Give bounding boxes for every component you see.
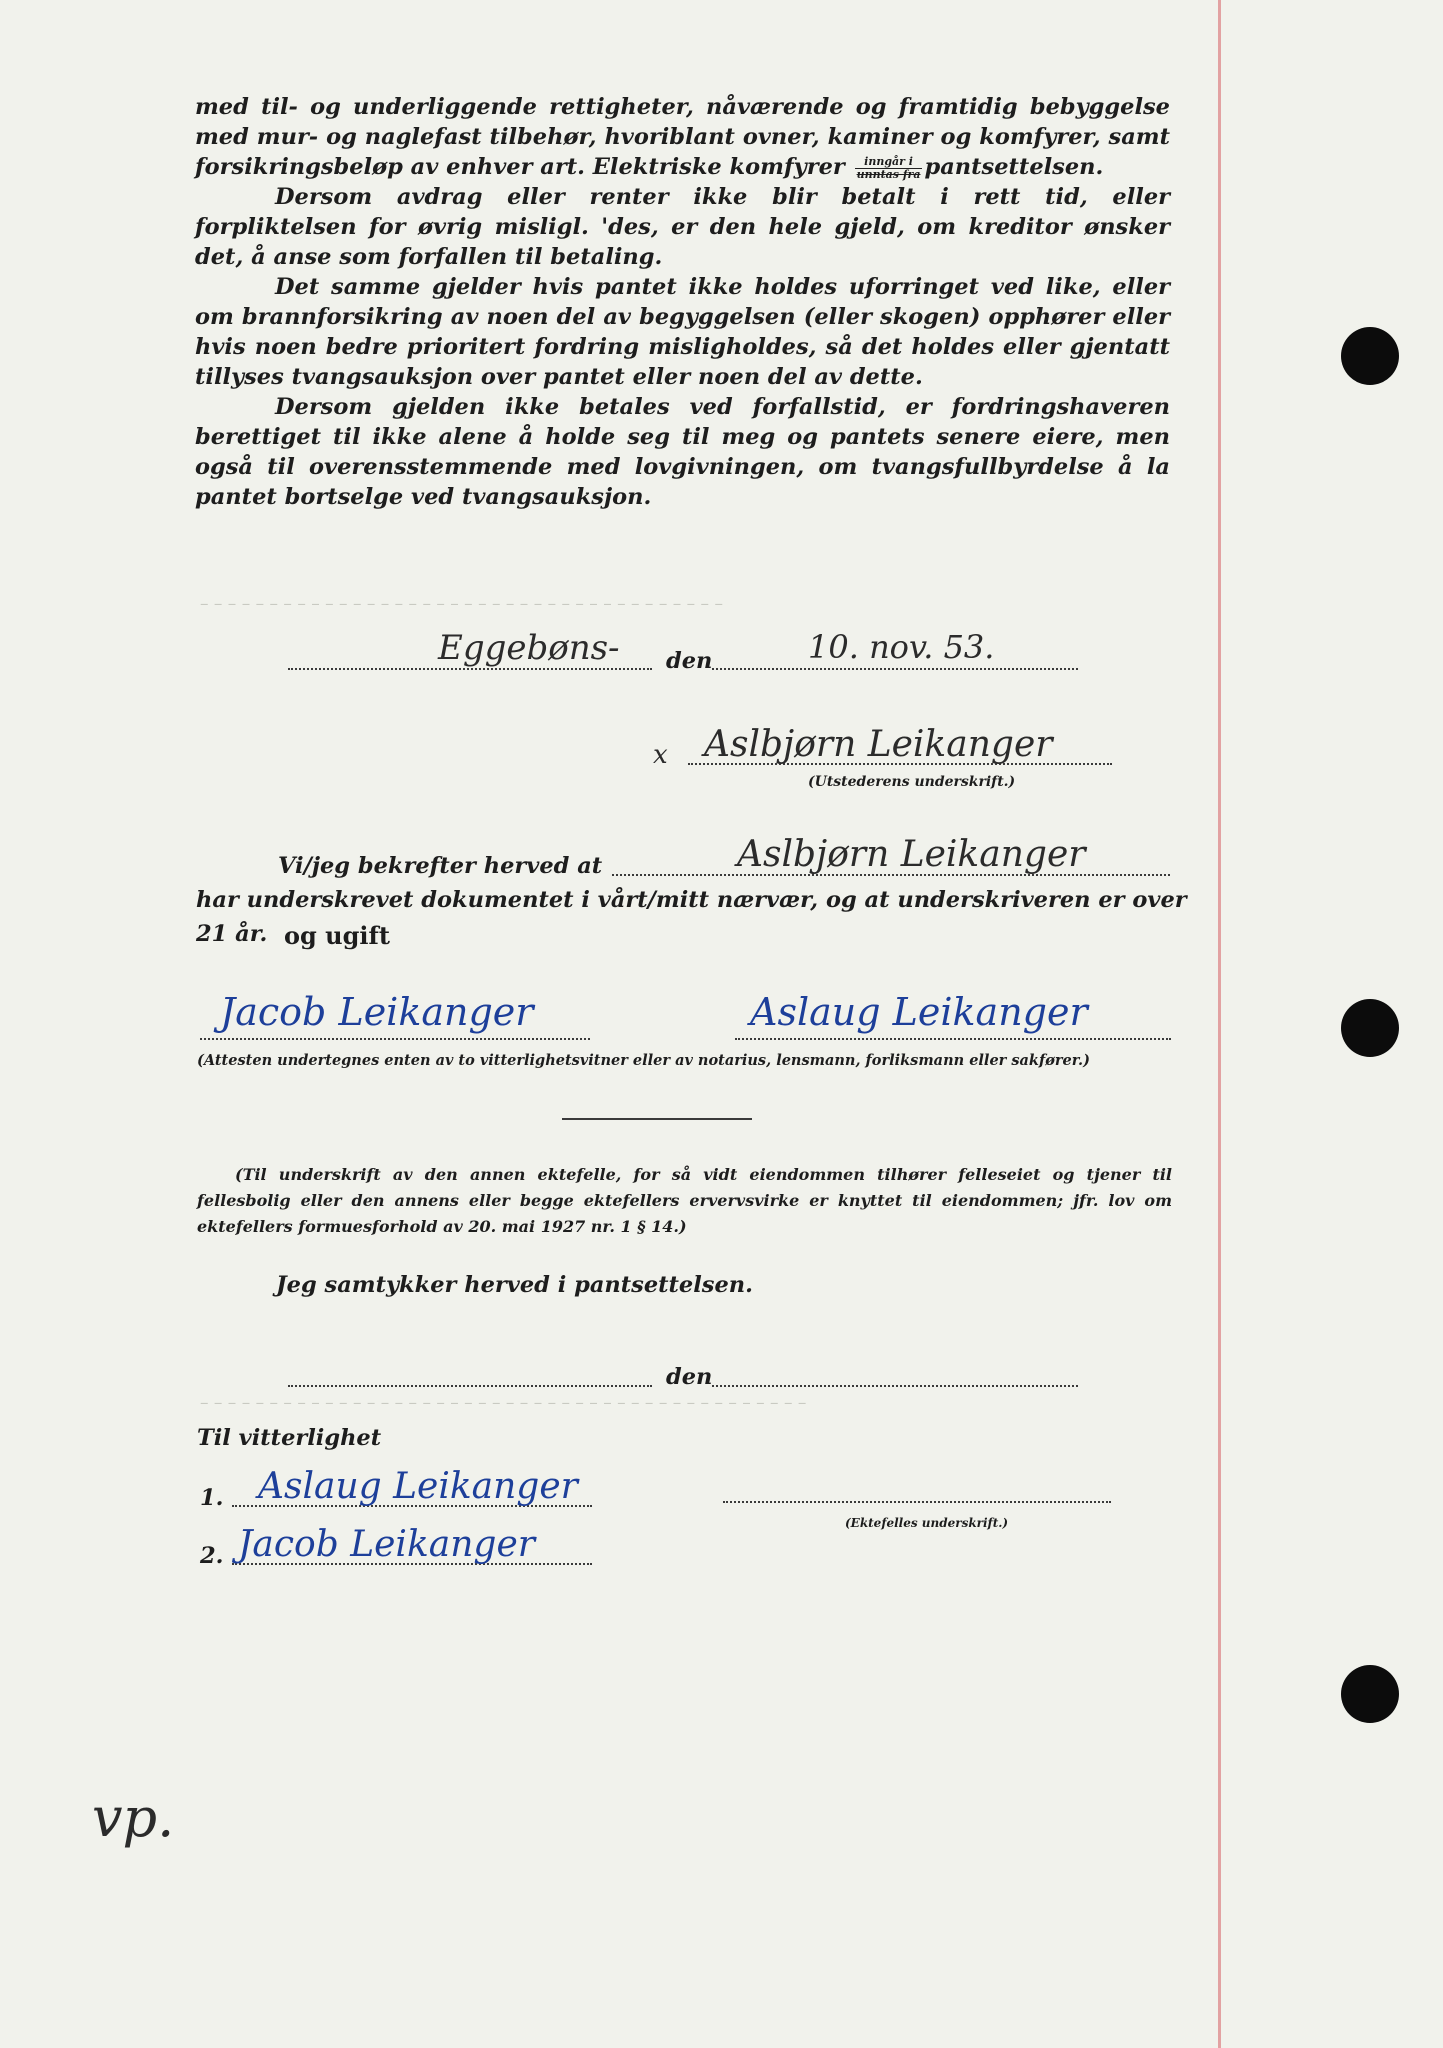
witness-line-2 — [735, 1038, 1171, 1040]
underline-rule — [562, 1118, 752, 1120]
witness-note: (Attesten undertegnes enten av to vitterlighetsvitner eller av notarius, lensmann, forliksmann eller sakfører.) — [197, 1052, 1090, 1069]
issuer-caption: (Utstederens underskrift.) — [808, 774, 1016, 790]
confirmation-signature: Aslbjørn Leikanger — [737, 834, 1086, 875]
binder-hole-top — [1341, 327, 1399, 385]
bleed-through-text: – – – – – – – – – – – – – – – – – – – – – – – – – – – – – – – – – – – – – – — [200, 594, 723, 614]
spouse-witness-signature-1: Aslaug Leikanger — [258, 1466, 578, 1507]
witness-number-1: 1. — [200, 1485, 224, 1511]
margin-handwritten-mark: vp. — [92, 1786, 175, 1849]
date-handwritten: 10. nov. 53. — [808, 628, 995, 666]
binder-hole-bottom — [1341, 1665, 1399, 1723]
bleed-through-text: – – – – – – – – – – – – – – – – – – – – – – – – – – – – – – – – – – – – – – – – – – – – — [200, 1393, 807, 1413]
spouse-den-label: den — [666, 1364, 713, 1390]
binder-hole-middle — [1341, 999, 1399, 1057]
witness-signature-1: Jacob Leikanger — [220, 990, 534, 1034]
confirmation-text: har underskrevet dokumentet i vårt/mitt nærvær, og at underskriveren er over — [196, 887, 1187, 913]
inngaar-unntas-fraction: $\frac{\text{inngår i}}{\text{unntas fra}}$ — [856, 154, 921, 181]
issuer-mark: x — [653, 740, 668, 770]
red-margin-line — [1218, 0, 1221, 2048]
issuer-signature: Aslbjørn Leikanger — [704, 724, 1053, 765]
terms-paragraph-2: Dersom avdrag eller renter ikke blir betalt i rett tid, eller forpliktelsen for øvrig misligl. 'des, er den hele gjeld, om kreditor ønsker det, å anse som forfallen til betaling. — [195, 184, 1170, 270]
terms-paragraph-3: Det samme gjelder hvis pantet ikke holdes uforringet ved like, eller om brannforsikring av noen del av begyggelsen (eller skogen) opphører eller hvis noen bedre prioritert fordring misligholdes, så det holdes eller gjentatt tillyses tvangsauksjon over pantet eller noen del av dette. — [195, 274, 1170, 390]
spouse-signature-line — [723, 1501, 1111, 1503]
witness-line-1 — [200, 1038, 590, 1040]
terms-paragraph-1: med til- og underliggende rettigheter, nåværende og framtidig bebyggelse med mur- og naglefast tilbehør, hvoriblant ovner, kaminer og komfyrer, samt forsikringsbeløp av enhver art. Elektriske komfyrer — [195, 94, 1170, 180]
spouse-place-line — [288, 1385, 652, 1387]
place-line — [288, 668, 652, 670]
spouse-witness-signature-2: Jacob Leikanger — [238, 1524, 535, 1565]
witness-signature-2: Aslaug Leikanger — [750, 990, 1088, 1034]
confirmation-prefix: Vi/jeg bekrefter herved at — [278, 853, 603, 879]
spouse-note: (Til underskrift av den annen ektefelle, for så vidt eiendommen tilhører felleseiet og tjener til fellesbolig eller den annens eller begge ektefellers ervervsvirke er knyttet til eiendommen; jfr. lov om ektefellers formuesforhold av 20. mai 1927 nr. 1 § 14.) — [197, 1165, 1172, 1236]
place-handwritten: Eggebøns- — [438, 628, 620, 668]
spouse-date-line — [712, 1385, 1078, 1387]
den-label: den — [666, 648, 713, 674]
terms-paragraph-4: Dersom gjelden ikke betales ved forfallstid, er fordringshaveren berettiget til ikke alene å holde seg til meg og pantets senere eiere, men også til overensstemmende med lovgivningen, om tvangsfullbyrdelse å la pantet bortselge ved tvangsauksjon. — [195, 394, 1170, 510]
confirmation-addition: og ugift — [284, 921, 390, 950]
spouse-consent: Jeg samtykker herved i pantsettelsen. — [276, 1272, 753, 1298]
mortgage-terms: med til- og underliggende rettigheter, nåværende og framtidig bebyggelse med mur- og naglefast tilbehør, hvoriblant ovner, kaminer og komfyrer, samt forsikringsbeløp av enhver art. Elektriske komfyrer $\frac{\text{inngår i}}{\text{unntas fra}}$ pantsettelsen. Dersom avdrag eller renter ikke blir betalt i rett tid, eller forpliktelsen for øvrig misligl. 'des, er den hele gjeld, om kreditor ønsker det, å anse som forfallen til betaling. Det samme gjelder hvis pantet ikke holdes uforringet ved like, eller om brannforsikring av noen del av begyggelsen (eller skogen) opphører eller hvis noen bedre prioritert fordring misligholdes, så det holdes eller gjentatt tillyses tvangsauksjon over pantet eller noen del av dette. Dersom gjelden ikke betales ved forfallstid, er fordringshaveren berettiget til ikke alene å holde seg til meg og pantets senere eiere, men også til overensstemmende med lovgivningen, om tvangsfullbyrdelse å la pantet bortselge ved tvangsauksjon. — [195, 94, 1170, 510]
date-line — [712, 668, 1078, 670]
witness-number-2: 2. — [200, 1543, 224, 1569]
confirmation-age: 21 år. — [196, 921, 268, 947]
til-vitterlighet: Til vitterlighet — [197, 1425, 382, 1451]
spouse-caption: (Ektefelles underskrift.) — [845, 1516, 1009, 1530]
